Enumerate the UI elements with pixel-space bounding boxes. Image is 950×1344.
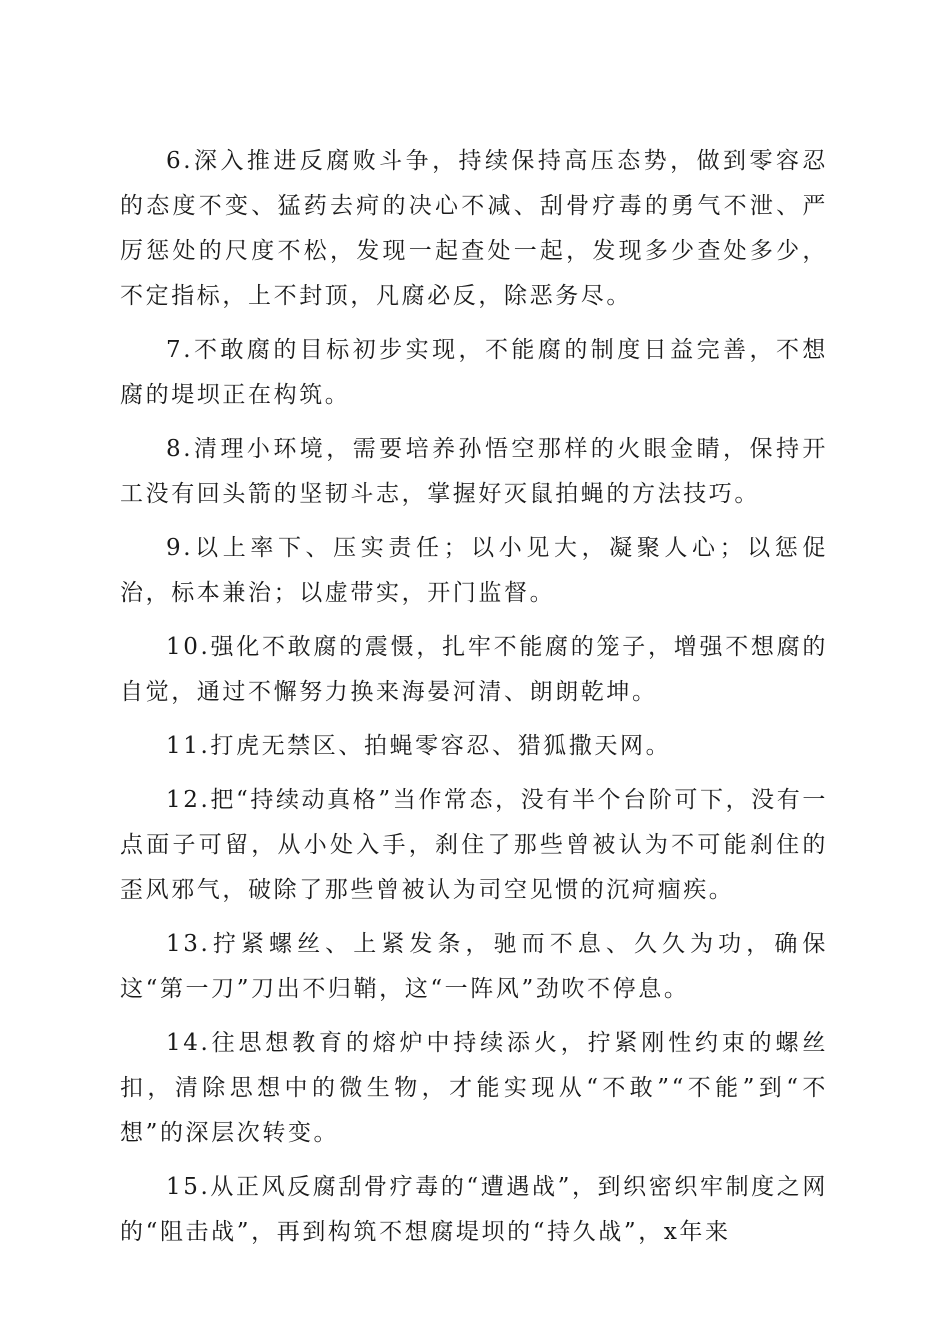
paragraph-9: 9.以上率下、压实责任；以小见大，凝聚人心；以惩促治，标本兼治；以虚带实，开门监督。 [120,535,828,606]
document-body [120,139,828,1264]
paragraph-6: 6.深入推进反腐败斗争，持续保持高压态势，做到零容忍的态度不变、猛药去疴的决心不减、刮骨疗毒的勇气不泄、严厉惩处的尺度不松，发现一起查处一起，发现多少查处多少，不定指标，上不封顶，凡腐必反，除恶务尽。 [120,148,828,309]
paragraph-7: 7.不敢腐的目标初步实现，不能腐的制度日益完善，不想腐的堤坝正在构筑。 [120,337,828,408]
paragraph-12: 12.把“持续动真格”当作常态，没有半个台阶可下，没有一点面子可留，从小处入手，刹住了那些曾被认为不可能刹住的歪风邪气，破除了那些曾被认为司空见惯的沉疴痼疾。 [120,787,828,903]
paragraph-13: 13.拧紧螺丝、上紧发条，驰而不息、久久为功，确保这“第一刀”刀出不归鞘，这“一阵风”劲吹不停息。 [120,931,828,1002]
paragraph-8: 8.清理小环境，需要培养孙悟空那样的火眼金睛，保持开工没有回头箭的坚韧斗志，掌握好灭鼠拍蝇的方法技巧。 [120,436,828,507]
paragraph-10: 10.强化不敢腐的震慑，扎牢不能腐的笼子，增强不想腐的自觉，通过不懈努力换来海晏河清、朗朗乾坤。 [120,634,828,705]
paragraph-15: 15.从正风反腐刮骨疗毒的“遭遇战”，到织密织牢制度之网的“阻击战”，再到构筑不想腐堤坝的“持久战”，x年来 [120,1174,828,1245]
paragraph-11: 11.打虎无禁区、拍蝇零容忍、猎狐撒天网。 [166,733,672,759]
paragraph-14: 14.往思想教育的熔炉中持续添火，拧紧刚性约束的螺丝扣，清除思想中的微生物，才能实现从“不敢”“不能”到“不想”的深层次转变。 [120,1030,828,1146]
